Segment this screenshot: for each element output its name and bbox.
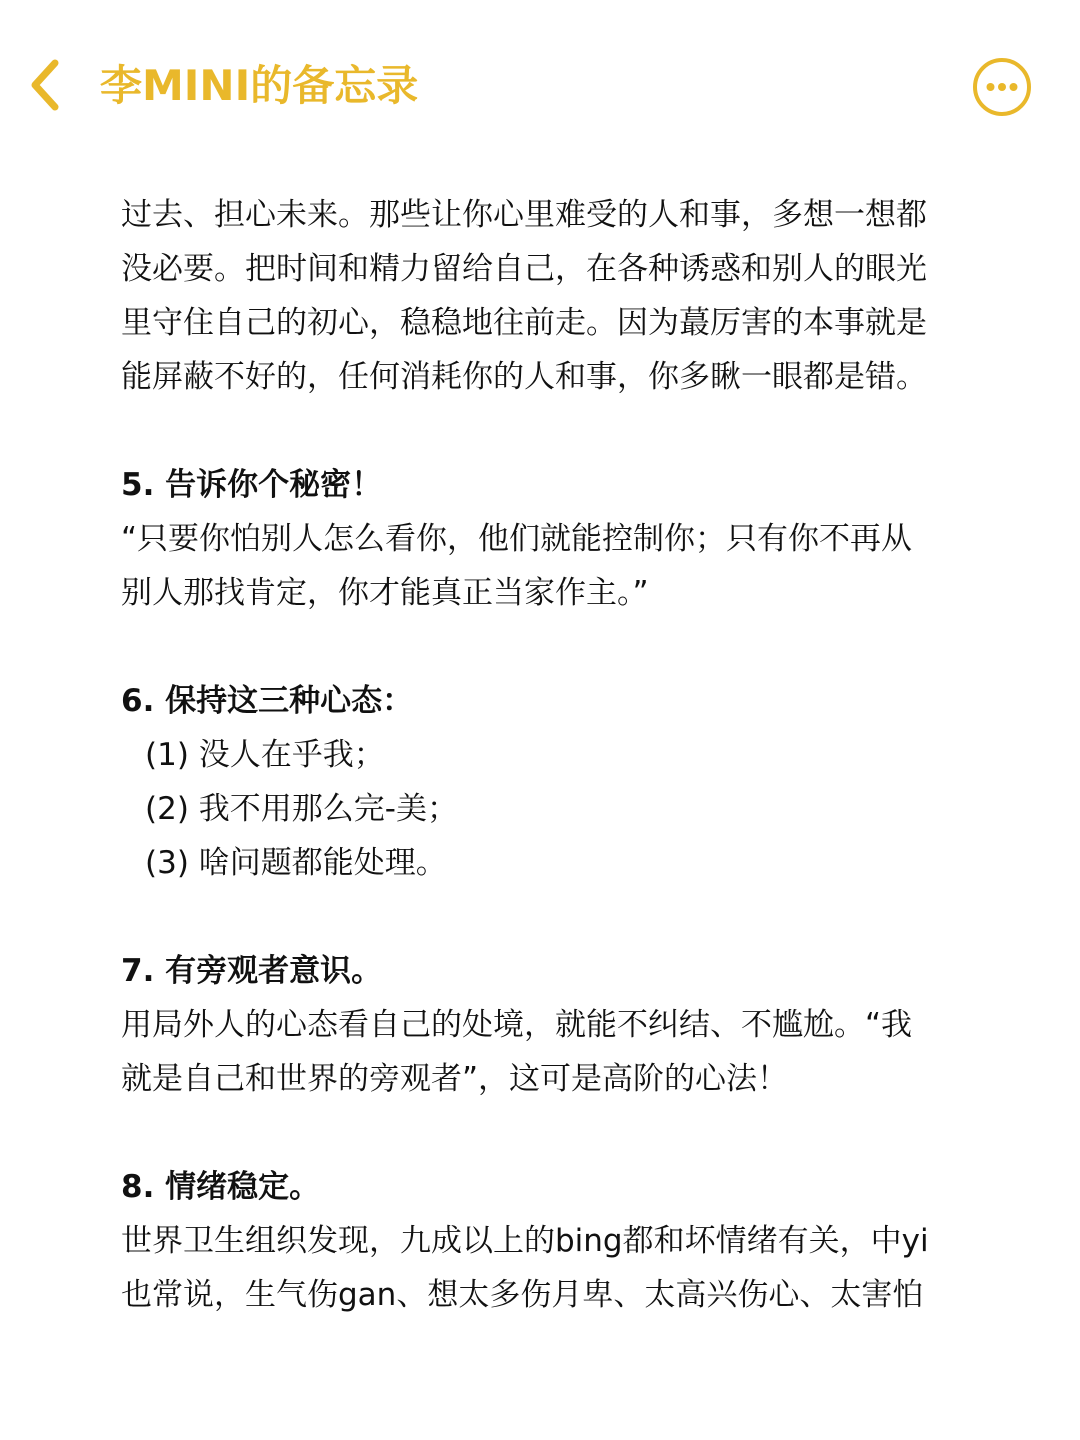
blank-line bbox=[121, 404, 1001, 458]
intro-line: 能屏蔽不好的，任何消耗你的人和事，你多瞅一眼都是错。 bbox=[121, 359, 927, 395]
more-button[interactable] bbox=[971, 56, 1033, 118]
section-5-line: 别人那找肯定，你才能真正当家作主。” bbox=[121, 575, 649, 611]
section-7-line: 就是自己和世界的旁观者”，这可是高阶的心法！ bbox=[121, 1061, 789, 1097]
top-bar bbox=[0, 0, 1080, 175]
section-5-line: “只要你怕别人怎么看你，他们就能控制你；只有你不再从 bbox=[121, 521, 913, 557]
section-6-heading: 6. 保持这三种心态： bbox=[121, 683, 414, 719]
intro-line: 没必要。把时间和精力留给自己，在各种诱惑和别人的眼光 bbox=[121, 251, 927, 287]
section-8-heading: 8. 情绪稳定。 bbox=[121, 1169, 321, 1205]
chevron-left-icon bbox=[26, 55, 62, 115]
page-title: 李MINI的备忘录 bbox=[100, 61, 419, 110]
section-8-line: 也常说，生气伤gan、想太多伤月卑、太高兴伤心、太害怕 bbox=[121, 1277, 924, 1313]
blank-line bbox=[121, 1106, 1001, 1160]
section-8-line: 世界卫生组织发现，九成以上的bing都和坏情绪有关，中yi bbox=[121, 1223, 929, 1259]
blank-line bbox=[121, 620, 1001, 674]
note-body bbox=[121, 188, 1001, 1322]
section-6-item: (2) 我不用那么完-美； bbox=[145, 791, 458, 827]
section-5-heading: 5. 告诉你个秘密！ bbox=[121, 467, 383, 503]
more-circle-icon bbox=[971, 56, 1033, 118]
section-7-heading: 7. 有旁观者意识。 bbox=[121, 953, 383, 989]
section-6-item: (1) 没人在乎我； bbox=[145, 737, 385, 773]
section-6-item: (3) 啥问题都能处理。 bbox=[145, 845, 447, 881]
blank-line bbox=[121, 890, 1001, 944]
intro-line: 里守住自己的初心，稳稳地往前走。因为蕞厉害的本事就是 bbox=[121, 305, 927, 341]
intro-line: 过去、担心未来。那些让你心里难受的人和事，多想一想都 bbox=[121, 197, 927, 233]
back-button[interactable] bbox=[14, 50, 74, 120]
section-7-line: 用局外人的心态看自己的处境，就能不纠结、不尴尬。“我 bbox=[121, 1007, 913, 1043]
